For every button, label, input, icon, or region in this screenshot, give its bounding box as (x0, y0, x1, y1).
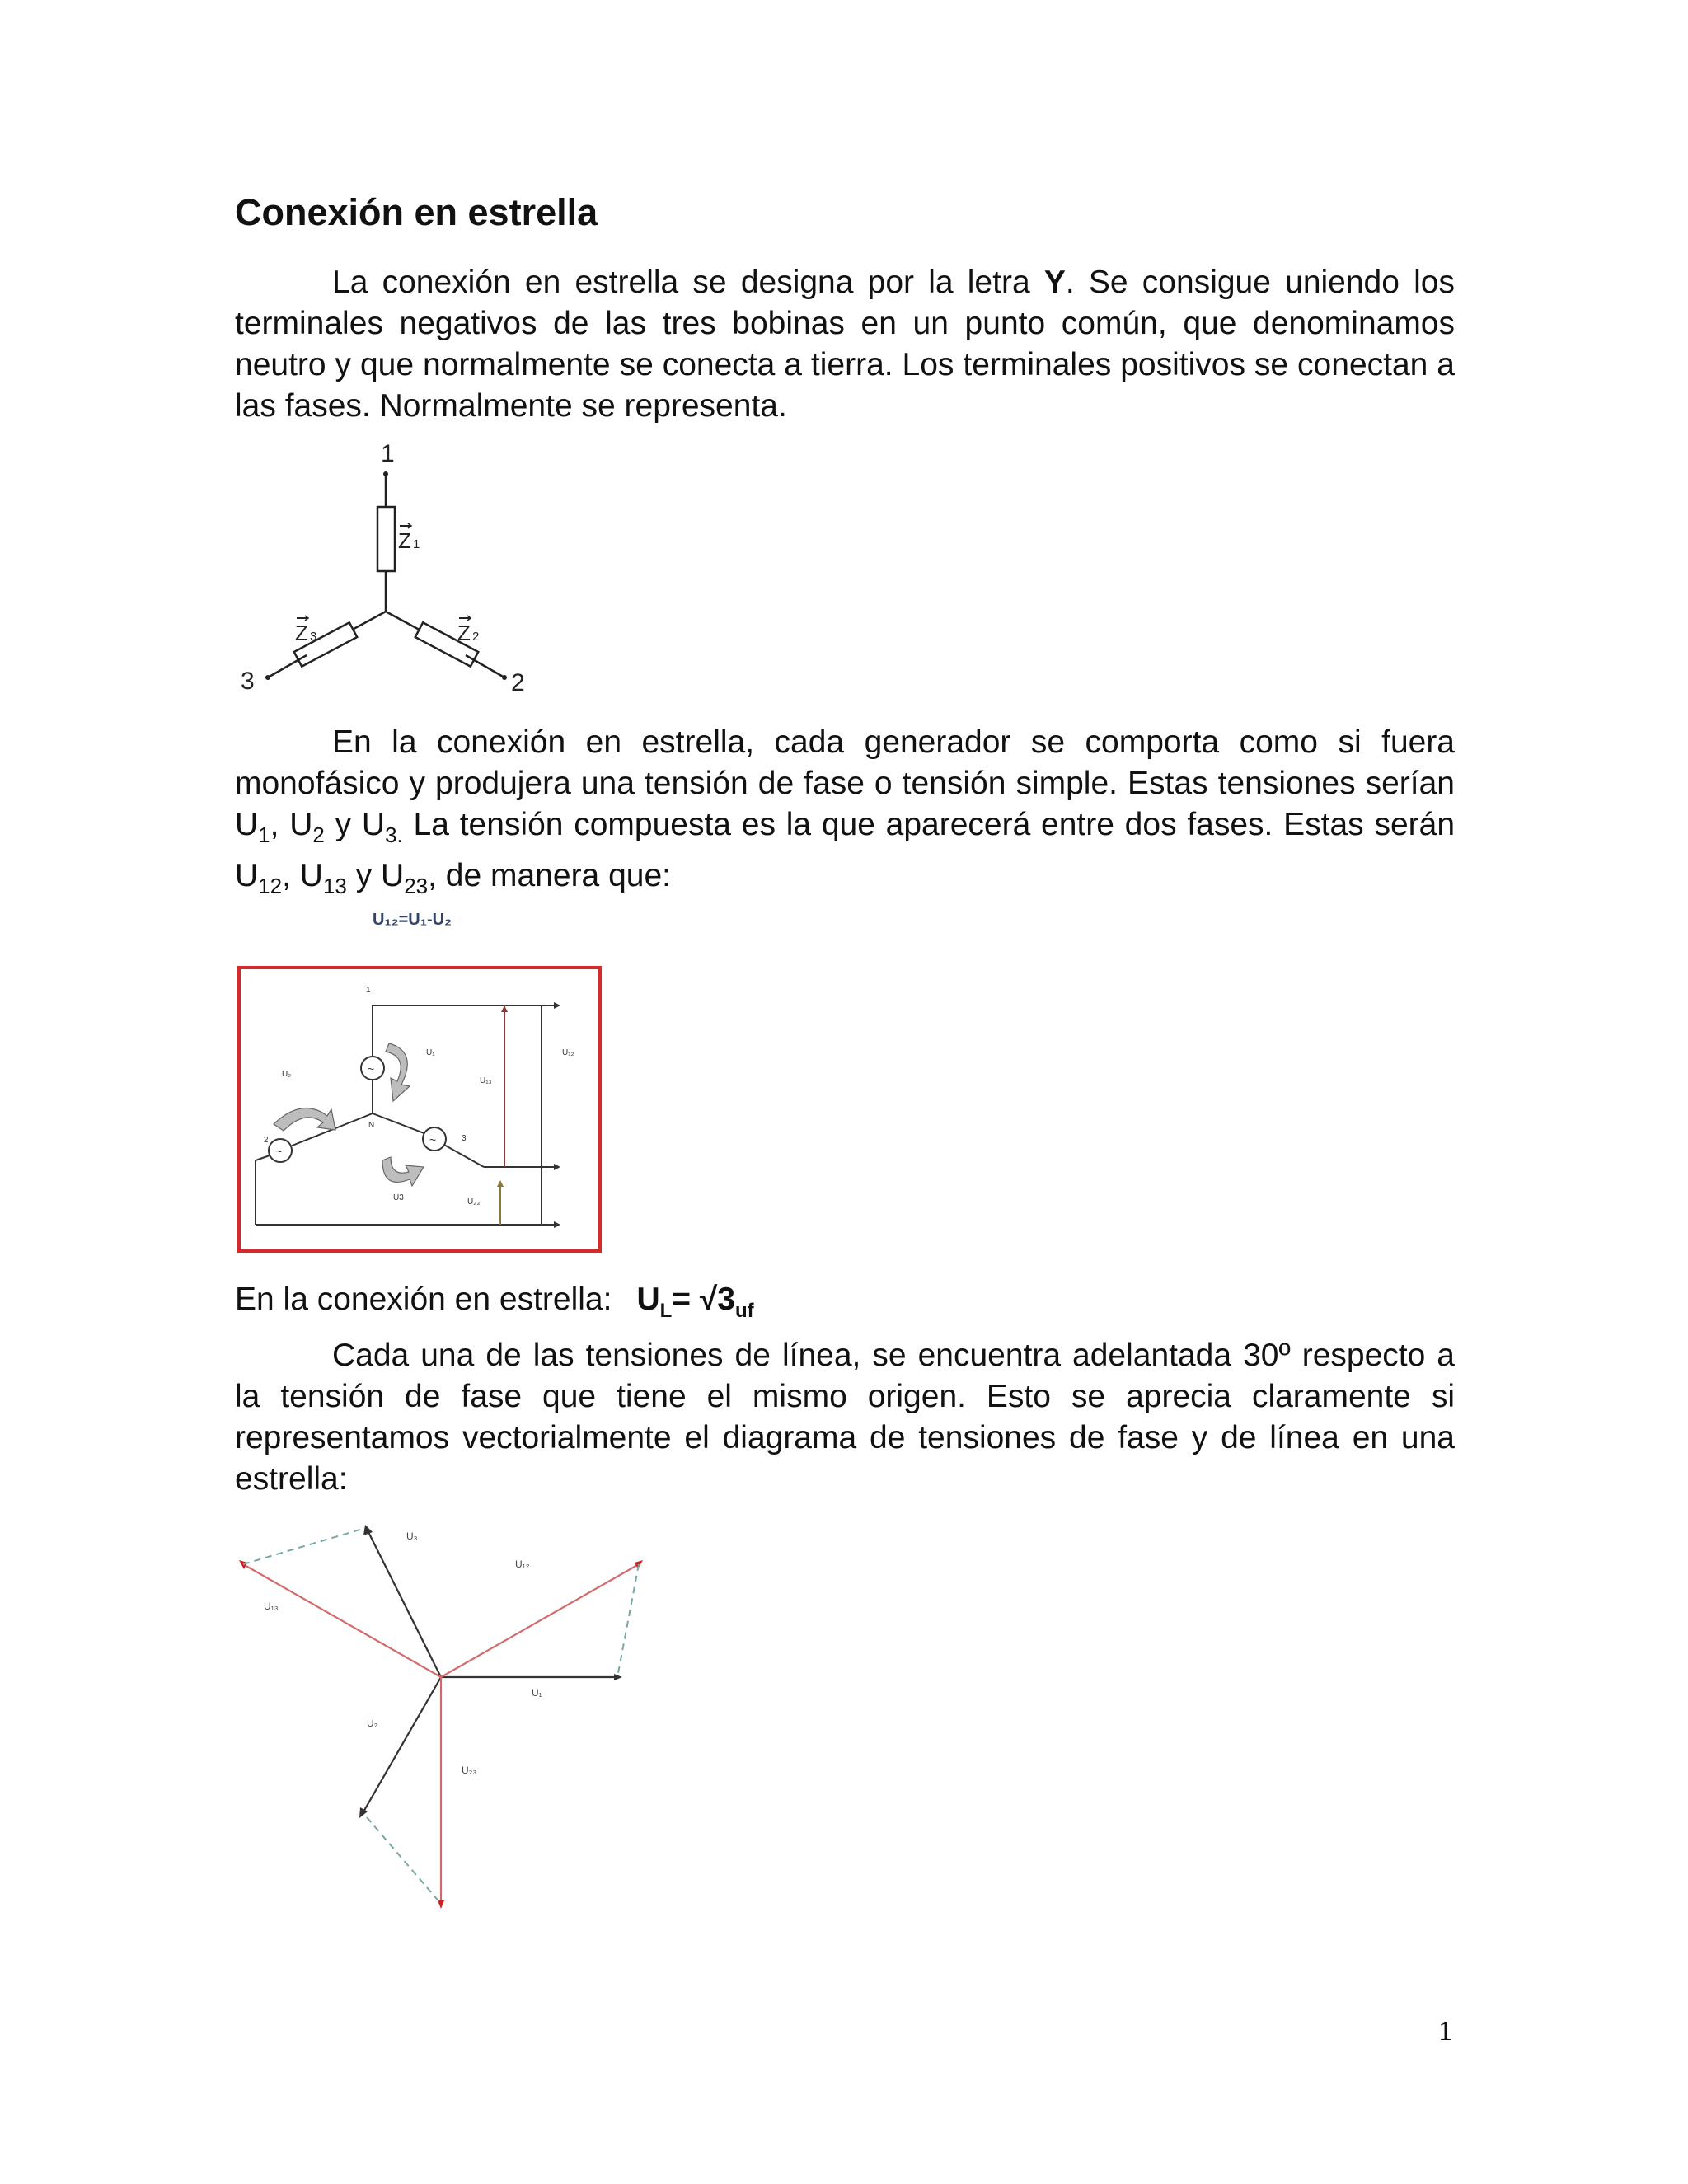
phasor-u13 (243, 1564, 441, 1677)
u3-label: U3 (393, 1193, 404, 1202)
z2-label (457, 616, 479, 645)
u13-label: U₁₃ (480, 1076, 492, 1085)
phasor-label-u1: U₁ (532, 1687, 542, 1699)
svg-text:2: 2 (472, 630, 480, 644)
u1-label: U₁ (426, 1048, 435, 1057)
phasor-label-u13: U₁₃ (264, 1601, 279, 1612)
svg-text:3: 3 (310, 630, 317, 644)
page-number: 1 (1438, 2016, 1452, 2046)
generator-1-symbol: ~ (368, 1062, 375, 1076)
paragraph-phase-shift: Cada una de las tensiones de línea, se encuentra adelantada 30º respecto a la tensión de fase que tiene el mismo origen. Esto se aprecia claramente si representamos vectorialmente el diagrama de tensiones de fase y de línea en una estrella: (235, 1338, 1455, 1497)
terminal-3-label: 3 (241, 668, 255, 695)
formula-caption-u12: U₁₂=U₁-U₂ (373, 911, 452, 929)
generator-circuit-figure (237, 966, 602, 1253)
phasor-label-u12: U₁₂ (515, 1558, 530, 1570)
phasor-u3 (367, 1529, 441, 1677)
u12-label: U₁₂ (562, 1048, 574, 1057)
star-impedance-diagram (231, 437, 560, 701)
svg-text:Z: Z (398, 528, 411, 553)
phasor-label-u23: U₂₃ (462, 1765, 477, 1776)
z1-label (398, 523, 420, 553)
node-1-label: 1 (366, 986, 371, 995)
terminal-2-label: 2 (511, 669, 525, 696)
svg-text:1: 1 (413, 537, 420, 551)
phasor-label-u2: U₂ (367, 1718, 378, 1729)
phasor-u2 (363, 1677, 441, 1813)
rotation-arrow-u1 (386, 1043, 410, 1101)
z3-label (295, 616, 316, 645)
generator-3-symbol: ~ (429, 1133, 437, 1146)
svg-text:Z: Z (457, 621, 471, 645)
generator-2-symbol: ~ (275, 1145, 283, 1158)
u23-label: U₂₃ (467, 1197, 481, 1207)
rotation-arrow-u2 (274, 1108, 335, 1131)
svg-text:Z: Z (295, 621, 308, 645)
phasor-label-u3: U₃ (406, 1530, 418, 1542)
letter-y: Y (1043, 265, 1066, 300)
paragraph-intro: La conexión en estrella se designa por la letra Y. Se consigue uniendo los terminales negativos de las tres bobinas en un punto común, que denominamos neutro y que normalmente se conecta a tierra. Los terminales positivos se conectan a las fases. Normalmente se representa. (235, 265, 1455, 424)
phasor-u12 (441, 1564, 639, 1677)
section-title: Conexión en estrella (235, 191, 598, 233)
rotation-arrow-u3 (382, 1157, 424, 1186)
phasor-diagram (231, 1508, 676, 1929)
terminal-1-label: 1 (381, 440, 395, 467)
paragraph-phase-voltages: En la conexión en estrella, cada generador se comporta como si fuera monofásico y produjera una tensión de fase o tensión simple. Estas tensiones serían $U_1$, $U_2$ y $U_{3.}$ La tensión compuesta es la que aparecerá entre dos fases. Estas serán $U_{12}$, $U_{13}$ y $U_{23}$, de manera que: (235, 724, 1456, 898)
node-3-label: 3 (462, 1134, 467, 1143)
line-voltage-formula: En la conexión en estrella: $U_L= √3_{uf}$ (235, 1282, 754, 1322)
node-2-label: 2 (264, 1136, 269, 1145)
u2-label: U₂ (282, 1070, 292, 1079)
node-n-label: N (368, 1121, 375, 1130)
generator-circuit-diagram (241, 969, 598, 1249)
